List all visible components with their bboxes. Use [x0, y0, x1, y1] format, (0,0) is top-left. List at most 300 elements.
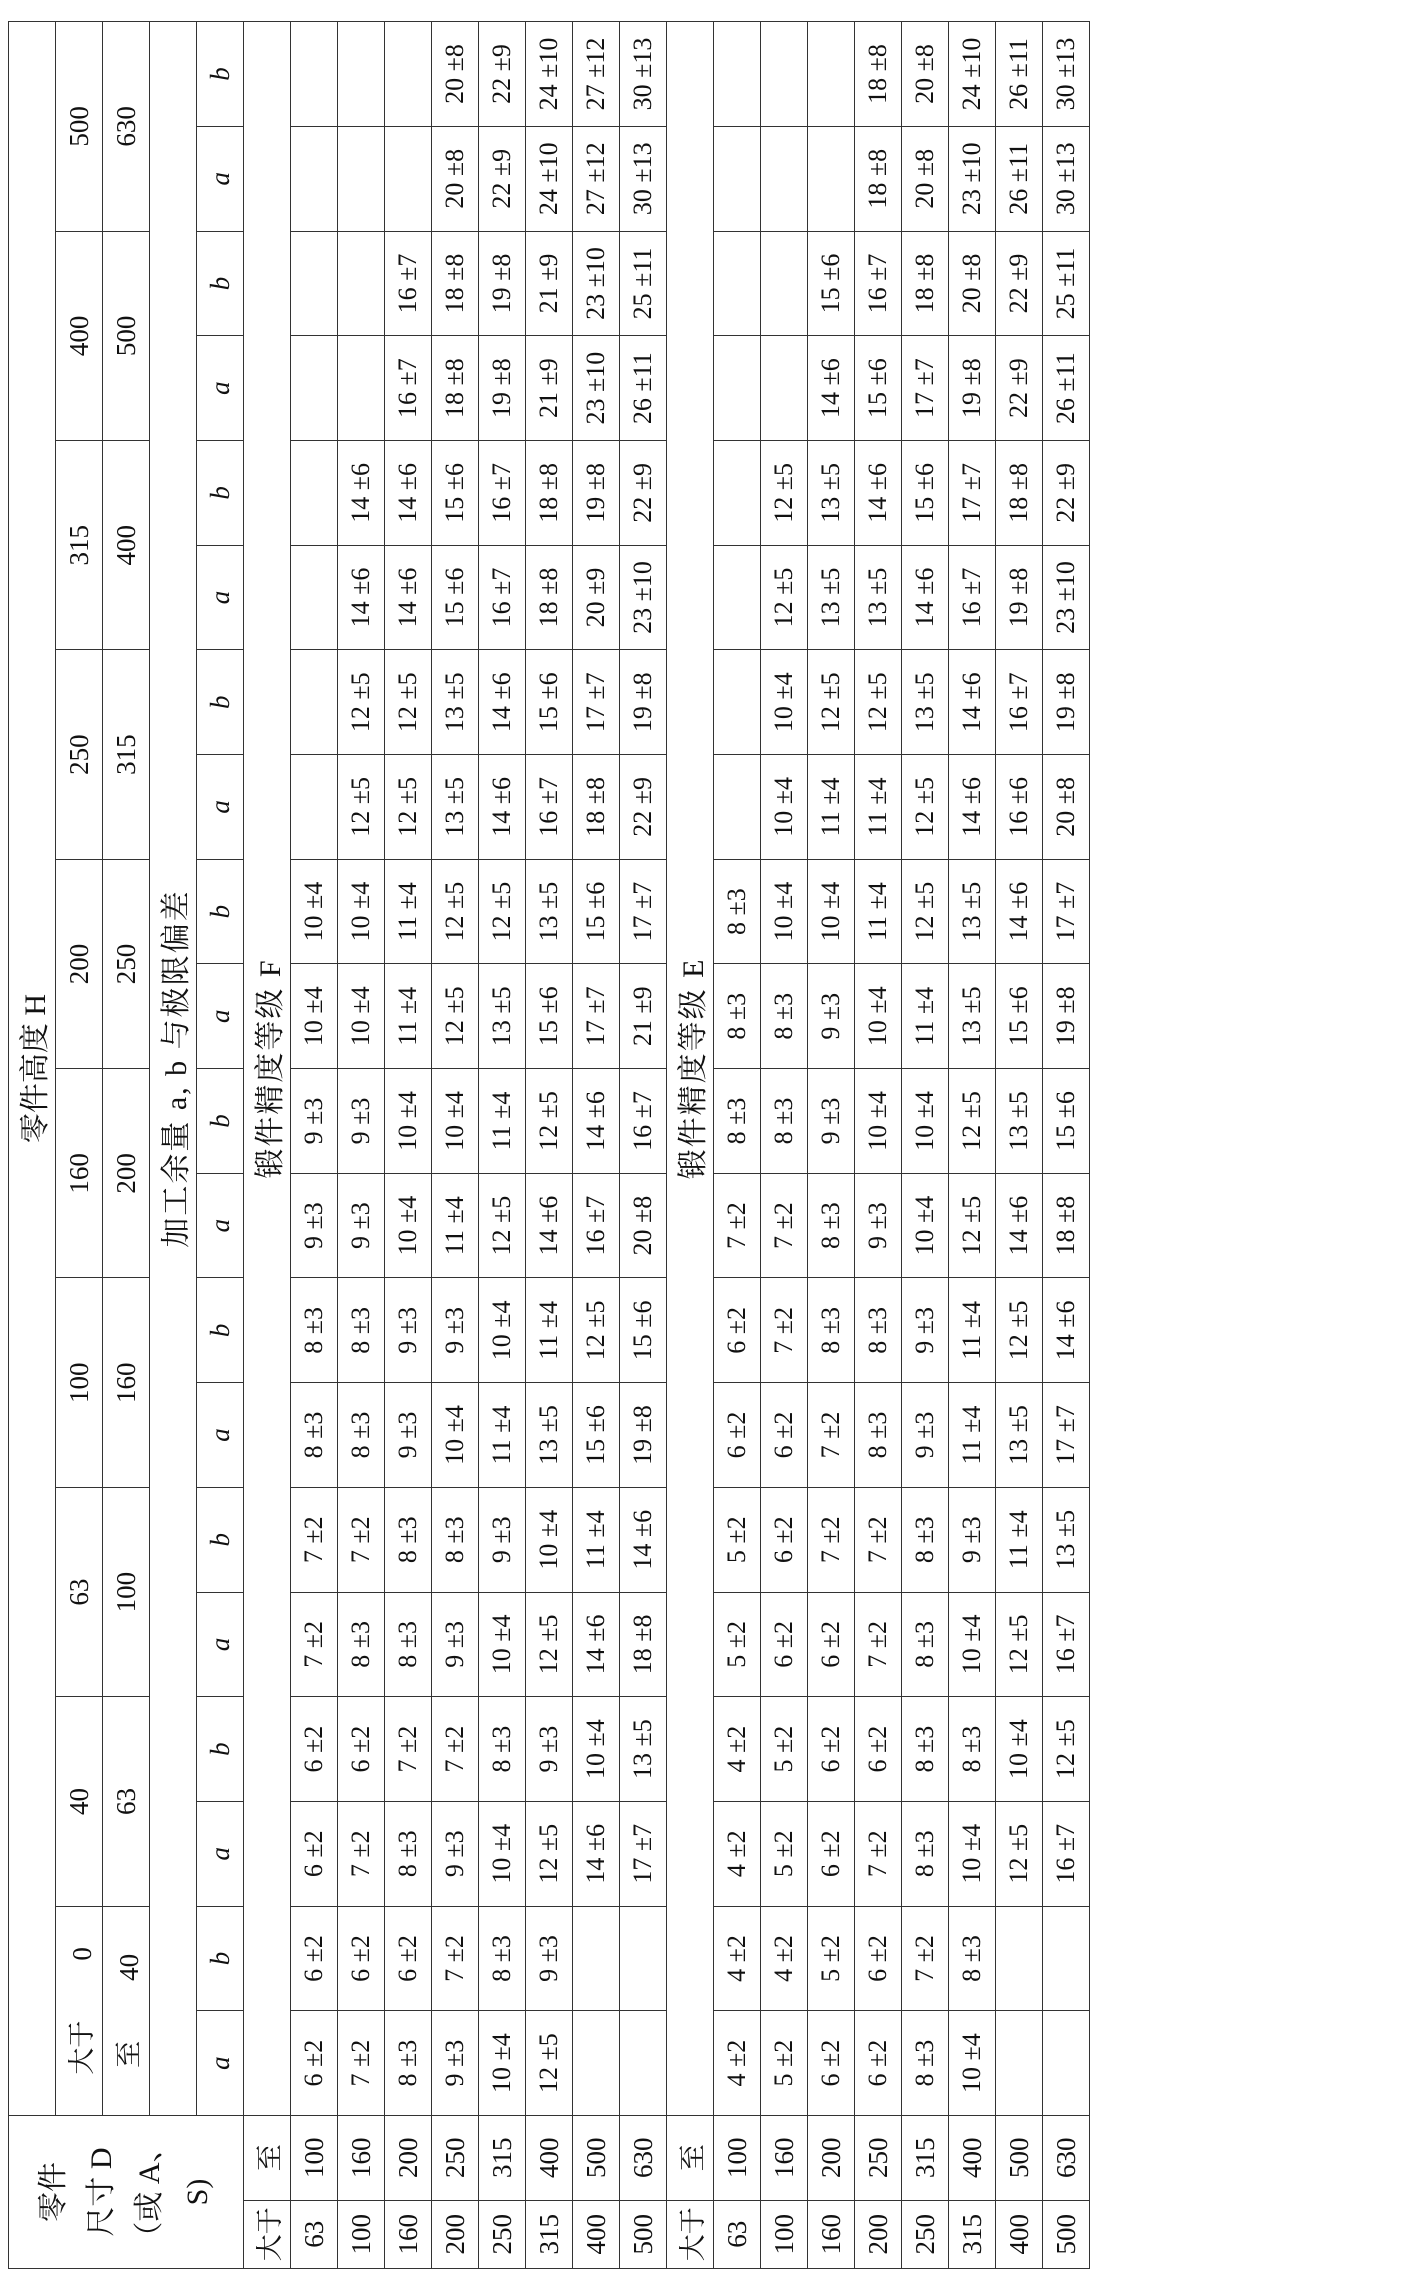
allowance-b-cell: 15 ±6	[1043, 1069, 1090, 1174]
part-height-heading: 零件高度 H	[9, 22, 56, 2116]
allowance-b-cell: 10 ±4	[385, 1069, 432, 1174]
allowance-a-cell: 7 ±2	[855, 1592, 902, 1697]
dimension-to: 160	[761, 2116, 808, 2201]
allowance-b-cell: 11 ±4	[949, 1278, 996, 1383]
allowance-a-cell	[714, 545, 761, 650]
height-range-gt-value: 160	[56, 1069, 103, 1278]
allowance-b-header: b	[197, 231, 244, 336]
allowance-a-cell: 9 ±3	[432, 2011, 479, 2116]
allowance-b-cell: 13 ±5	[996, 1069, 1043, 1174]
allowance-b-cell: 6 ±2	[385, 1906, 432, 2011]
allowance-b-cell: 9 ±3	[291, 1069, 338, 1174]
allowance-a-cell: 26 ±11	[1043, 336, 1090, 441]
height-range-gt-value: 0	[66, 1947, 97, 1961]
allowance-b-cell: 12 ±5	[526, 1069, 573, 1174]
allowance-a-header: a	[197, 1383, 244, 1488]
height-range-gt-value: 200	[56, 859, 103, 1068]
allowance-b-cell: 4 ±2	[714, 1906, 761, 2011]
allowance-a-cell: 11 ±4	[808, 755, 855, 860]
allowance-a-cell: 15 ±6	[996, 964, 1043, 1069]
height-range-to-value: 160	[103, 1278, 150, 1487]
allowance-a-cell: 9 ±3	[808, 964, 855, 1069]
allowance-b-cell	[808, 22, 855, 127]
allowance-a-cell: 10 ±4	[479, 1592, 526, 1697]
allowance-b-cell: 16 ±7	[996, 650, 1043, 755]
allowance-a-cell: 12 ±5	[385, 755, 432, 860]
allowance-b-cell: 19 ±8	[1043, 650, 1090, 755]
allowance-b-cell: 10 ±4	[291, 859, 338, 964]
dimension-gt: 200	[855, 2200, 902, 2268]
allowance-b-cell	[714, 650, 761, 755]
allowance-a-cell: 23 ±10	[1043, 545, 1090, 650]
allowance-b-cell: 19 ±8	[573, 441, 620, 546]
allowance-b-cell: 7 ±2	[432, 1906, 479, 2011]
dimension-to: 200	[385, 2116, 432, 2201]
allowance-b-cell: 8 ±3	[761, 1069, 808, 1174]
allowance-b-cell: 14 ±6	[573, 1069, 620, 1174]
dimension-to: 400	[526, 2116, 573, 2201]
allowance-b-header: b	[197, 1906, 244, 2011]
table-row	[855, 22, 902, 2269]
allowance-a-cell: 11 ±4	[902, 964, 949, 1069]
allowance-a-cell: 11 ±4	[432, 1173, 479, 1278]
allowance-a-cell: 5 ±2	[714, 1592, 761, 1697]
allowance-b-cell: 30 ±13	[620, 22, 667, 127]
allowance-a-cell	[714, 755, 761, 860]
allowance-a-cell: 16 ±7	[526, 755, 573, 860]
allowance-a-cell: 11 ±4	[855, 755, 902, 860]
height-range-gt-value: 100	[56, 1278, 103, 1487]
allowance-a-cell: 10 ±4	[385, 1173, 432, 1278]
section-title-row	[244, 22, 291, 2269]
allowance-a-cell: 8 ±3	[385, 2011, 432, 2116]
allowance-b-cell: 15 ±6	[902, 441, 949, 546]
allowance-b-cell: 8 ±3	[902, 1697, 949, 1802]
allowance-b-cell	[1043, 1906, 1090, 2011]
height-range-to-value: 63	[103, 1697, 150, 1906]
corner-line: S)	[181, 2178, 214, 2206]
allowance-b-cell: 22 ±9	[1043, 441, 1090, 546]
allowance-b-cell: 13 ±5	[808, 441, 855, 546]
allowance-a-cell: 12 ±5	[996, 1801, 1043, 1906]
height-range-to-value: 200	[103, 1069, 150, 1278]
allowance-b-header: b	[197, 1697, 244, 1802]
height-range-to-value: 400	[103, 441, 150, 650]
allowance-a-cell: 6 ±2	[808, 1801, 855, 1906]
allowance-b-cell: 6 ±2	[855, 1906, 902, 2011]
allowance-a-cell: 14 ±6	[808, 336, 855, 441]
allowance-a-cell: 6 ±2	[761, 1592, 808, 1697]
table-body	[9, 22, 1090, 2269]
dimension-gt: 400	[573, 2200, 620, 2268]
allowance-a-cell: 23 ±10	[949, 126, 996, 231]
allowance-b-cell: 14 ±6	[855, 441, 902, 546]
dimension-gt: 400	[996, 2200, 1043, 2268]
allowance-b-cell: 5 ±2	[808, 1906, 855, 2011]
height-range-gt-value: 500	[56, 22, 103, 232]
dimension-to: 160	[338, 2116, 385, 2201]
allowance-a-cell	[714, 336, 761, 441]
allowance-a-cell: 6 ±2	[291, 2011, 338, 2116]
allowance-b-cell: 8 ±3	[949, 1906, 996, 2011]
allowance-b-cell: 16 ±7	[855, 231, 902, 336]
allowance-b-cell: 13 ±5	[1043, 1487, 1090, 1592]
allowance-a-cell	[808, 126, 855, 231]
allowance-b-cell: 20 ±8	[902, 22, 949, 127]
allowance-b-cell: 12 ±5	[902, 859, 949, 964]
allowance-b-cell: 24 ±10	[949, 22, 996, 127]
table-row	[385, 22, 432, 2269]
allowance-b-header: b	[197, 1487, 244, 1592]
allowance-b-header: b	[197, 22, 244, 127]
allowance-a-cell: 7 ±2	[291, 1592, 338, 1697]
allowance-a-cell: 17 ±7	[620, 1801, 667, 1906]
allowance-a-cell	[291, 126, 338, 231]
allowance-a-cell	[338, 336, 385, 441]
height-range-gt-value: 315	[56, 441, 103, 650]
allowance-a-cell: 12 ±5	[526, 1592, 573, 1697]
allowance-b-cell: 7 ±2	[432, 1697, 479, 1802]
allowance-a-header: a	[197, 1592, 244, 1697]
allowance-a-cell: 20 ±8	[432, 126, 479, 231]
section-title: 锻件精度等级 F	[244, 22, 291, 2116]
height-range-gt-value: 250	[56, 650, 103, 859]
allowance-b-cell: 14 ±6	[620, 1487, 667, 1592]
allowance-b-header: b	[197, 441, 244, 546]
allowance-a-cell: 16 ±7	[479, 545, 526, 650]
allowance-b-cell: 17 ±7	[1043, 859, 1090, 964]
allowance-b-cell	[291, 22, 338, 127]
height-range-gt-value: 63	[56, 1487, 103, 1696]
allowance-a-cell: 10 ±4	[855, 964, 902, 1069]
allowance-a-cell	[291, 755, 338, 860]
allowance-a-cell: 13 ±5	[432, 755, 479, 860]
allowance-b-header: b	[197, 1069, 244, 1174]
allowance-b-cell	[291, 441, 338, 546]
allowance-a-cell: 30 ±13	[620, 126, 667, 231]
allowance-b-cell: 7 ±2	[761, 1278, 808, 1383]
dimension-to: 400	[949, 2116, 996, 2201]
allowance-b-cell: 6 ±2	[291, 1697, 338, 1802]
allowance-b-cell: 8 ±3	[479, 1906, 526, 2011]
allowance-b-cell: 14 ±6	[996, 859, 1043, 964]
allowance-b-cell: 10 ±4	[432, 1069, 479, 1174]
allowance-b-cell: 12 ±5	[996, 1278, 1043, 1383]
allowance-a-header: a	[197, 545, 244, 650]
allowance-b-cell: 6 ±2	[714, 1278, 761, 1383]
allowance-b-cell	[385, 22, 432, 127]
allowance-a-cell: 9 ±3	[432, 1592, 479, 1697]
allowance-b-cell: 8 ±3	[714, 859, 761, 964]
allowance-a-cell: 21 ±9	[526, 336, 573, 441]
allowance-b-cell: 8 ±3	[479, 1697, 526, 1802]
allowance-a-cell: 10 ±4	[949, 2011, 996, 2116]
height-range-to-value: 250	[103, 859, 150, 1068]
allowance-a-cell: 11 ±4	[385, 964, 432, 1069]
allowance-a-cell: 13 ±5	[855, 545, 902, 650]
allowance-a-cell: 8 ±3	[291, 1383, 338, 1488]
allowance-a-header: a	[197, 336, 244, 441]
allowance-a-cell: 12 ±5	[996, 1592, 1043, 1697]
allowance-a-cell: 18 ±8	[855, 126, 902, 231]
allowance-a-header: a	[197, 1173, 244, 1278]
height-range-gt-value: 400	[56, 231, 103, 440]
allowance-b-cell: 11 ±4	[855, 859, 902, 964]
allowance-b-cell: 8 ±3	[949, 1697, 996, 1802]
height-range-to-value: 40	[113, 1953, 144, 1981]
allowance-a-cell	[291, 336, 338, 441]
allowance-b-cell: 11 ±4	[526, 1278, 573, 1383]
allowance-a-cell: 14 ±6	[573, 1801, 620, 1906]
allowance-a-cell: 12 ±5	[526, 2011, 573, 2116]
allowance-b-cell: 6 ±2	[855, 1697, 902, 1802]
allowance-b-cell: 11 ±4	[479, 1069, 526, 1174]
allowance-b-cell: 16 ±7	[479, 441, 526, 546]
table-row	[620, 22, 667, 2269]
allowance-a-cell: 8 ±3	[761, 964, 808, 1069]
allowance-a-cell: 5 ±2	[761, 1801, 808, 1906]
allowance-b-cell: 5 ±2	[714, 1487, 761, 1592]
allowance-a-cell: 6 ±2	[855, 2011, 902, 2116]
allowance-a-cell: 6 ±2	[714, 1383, 761, 1488]
allowance-a-cell: 6 ±2	[761, 1383, 808, 1488]
dimension-to: 315	[902, 2116, 949, 2201]
allowance-a-cell: 8 ±3	[902, 1592, 949, 1697]
allowance-b-cell: 11 ±4	[996, 1487, 1043, 1592]
allowance-b-cell	[620, 1906, 667, 2011]
dimension-gt: 315	[949, 2200, 996, 2268]
dimension-gt: 250	[479, 2200, 526, 2268]
allowance-b-cell: 7 ±2	[902, 1906, 949, 2011]
allowance-b-cell: 15 ±6	[432, 441, 479, 546]
table-row	[996, 22, 1043, 2269]
allowance-a-cell: 12 ±5	[902, 755, 949, 860]
allowance-b-cell: 18 ±8	[526, 441, 573, 546]
allowance-b-cell: 6 ±2	[338, 1906, 385, 2011]
allowance-b-cell: 10 ±4	[996, 1697, 1043, 1802]
allowance-b-cell: 4 ±2	[761, 1906, 808, 2011]
allowance-a-cell	[620, 2011, 667, 2116]
allowance-b-cell: 7 ±2	[808, 1487, 855, 1592]
allowance-b-cell: 10 ±4	[479, 1278, 526, 1383]
allowance-a-cell: 26 ±11	[996, 126, 1043, 231]
allowance-a-cell: 7 ±2	[338, 2011, 385, 2116]
allowance-b-cell: 7 ±2	[338, 1487, 385, 1592]
dimension-to: 100	[291, 2116, 338, 2201]
allowance-b-cell: 16 ±7	[385, 231, 432, 336]
allowance-b-cell: 22 ±9	[620, 441, 667, 546]
allowance-b-cell	[291, 231, 338, 336]
allowance-a-cell: 6 ±2	[808, 2011, 855, 2116]
allowance-b-cell: 11 ±4	[573, 1487, 620, 1592]
allowance-b-cell: 14 ±6	[949, 650, 996, 755]
allowance-a-cell: 8 ±3	[855, 1383, 902, 1488]
allowance-b-cell: 13 ±5	[526, 859, 573, 964]
allowance-a-header: a	[197, 2011, 244, 2116]
allowance-b-cell: 10 ±4	[761, 650, 808, 755]
allowance-a-header: a	[197, 964, 244, 1069]
allowance-a-cell: 14 ±6	[338, 545, 385, 650]
dimension-to: 630	[1043, 2116, 1090, 2201]
allowance-a-cell: 23 ±10	[620, 545, 667, 650]
allowance-b-cell: 25 ±11	[620, 231, 667, 336]
allowance-b-cell: 12 ±5	[338, 650, 385, 755]
header-row-allowance	[197, 22, 244, 2269]
allowance-a-cell: 9 ±3	[432, 1801, 479, 1906]
allowance-b-cell: 12 ±5	[479, 859, 526, 964]
allowance-a-cell: 16 ±7	[1043, 1592, 1090, 1697]
allowance-b-cell: 18 ±8	[432, 231, 479, 336]
allowance-a-cell: 14 ±6	[902, 545, 949, 650]
table-row	[573, 22, 620, 2269]
allowance-b-cell: 6 ±2	[808, 1697, 855, 1802]
allowance-b-cell: 14 ±6	[338, 441, 385, 546]
height-range-to-value: 315	[103, 650, 150, 859]
section-title-row	[667, 22, 714, 2269]
table-row	[479, 22, 526, 2269]
allowance-a-cell: 8 ±3	[385, 1592, 432, 1697]
dimension-gt: 63	[291, 2200, 338, 2268]
allowance-a-cell: 20 ±8	[620, 1173, 667, 1278]
dimension-to: 250	[432, 2116, 479, 2201]
dimension-to: 500	[573, 2116, 620, 2201]
corner-line: （或 A、	[133, 2132, 166, 2252]
allowance-b-cell: 9 ±3	[338, 1069, 385, 1174]
table-row	[338, 22, 385, 2269]
allowance-a-cell: 21 ±9	[620, 964, 667, 1069]
allowance-a-cell: 4 ±2	[714, 2011, 761, 2116]
allowance-b-cell: 20 ±8	[432, 22, 479, 127]
allowance-label-row	[150, 22, 197, 2269]
allowance-a-cell: 20 ±8	[1043, 755, 1090, 860]
allowance-a-cell: 10 ±4	[761, 755, 808, 860]
section-to-label: 至	[244, 2116, 291, 2201]
allowance-b-cell: 6 ±2	[291, 1906, 338, 2011]
allowance-a-cell: 6 ±2	[808, 1592, 855, 1697]
allowance-a-header: a	[197, 755, 244, 860]
allowance-a-cell: 17 ±7	[1043, 1383, 1090, 1488]
allowance-b-cell: 12 ±5	[855, 650, 902, 755]
allowance-b-cell: 14 ±6	[479, 650, 526, 755]
allowance-a-cell: 8 ±3	[902, 1801, 949, 1906]
allowance-b-cell	[761, 22, 808, 127]
allowance-a-cell: 15 ±6	[526, 964, 573, 1069]
allowance-a-header: a	[197, 1801, 244, 1906]
allowance-a-cell: 15 ±6	[855, 336, 902, 441]
dimension-gt: 63	[714, 2200, 761, 2268]
allowance-b-cell: 8 ±3	[338, 1278, 385, 1383]
allowance-b-cell: 18 ±8	[996, 441, 1043, 546]
allowance-a-cell: 9 ±3	[291, 1173, 338, 1278]
allowance-b-cell: 12 ±5	[808, 650, 855, 755]
allowance-a-cell: 22 ±9	[620, 755, 667, 860]
allowance-a-cell	[714, 126, 761, 231]
dimension-to: 315	[479, 2116, 526, 2201]
allowance-a-cell: 12 ±5	[761, 545, 808, 650]
allowance-b-cell	[714, 231, 761, 336]
allowance-a-cell	[761, 336, 808, 441]
dimension-to: 100	[714, 2116, 761, 2201]
allowance-a-cell: 23 ±10	[573, 336, 620, 441]
table-row	[761, 22, 808, 2269]
allowance-a-cell: 14 ±6	[385, 545, 432, 650]
allowance-a-cell: 18 ±8	[432, 336, 479, 441]
allowance-b-cell: 22 ±9	[479, 22, 526, 127]
allowance-b-header: b	[197, 859, 244, 964]
allowance-a-cell: 14 ±6	[949, 755, 996, 860]
allowance-b-cell	[714, 22, 761, 127]
allowance-a-cell: 30 ±13	[1043, 126, 1090, 231]
allowance-b-cell: 9 ±3	[526, 1697, 573, 1802]
allowance-b-cell: 12 ±5	[385, 650, 432, 755]
allowance-b-cell: 13 ±5	[432, 650, 479, 755]
allowance-a-cell: 8 ±3	[338, 1592, 385, 1697]
allowance-a-cell	[996, 2011, 1043, 2116]
allowance-a-cell: 10 ±4	[432, 1383, 479, 1488]
dimension-gt: 160	[385, 2200, 432, 2268]
allowance-a-cell: 7 ±2	[761, 1173, 808, 1278]
allowance-a-cell: 7 ±2	[338, 1801, 385, 1906]
allowance-a-cell: 15 ±6	[432, 545, 479, 650]
allowance-b-cell: 8 ±3	[808, 1278, 855, 1383]
allowance-b-cell: 7 ±2	[385, 1697, 432, 1802]
allowance-b-cell: 17 ±7	[573, 650, 620, 755]
allowance-b-cell: 21 ±9	[526, 231, 573, 336]
allowance-a-cell: 16 ±7	[949, 545, 996, 650]
header-row-to	[103, 22, 150, 2269]
allowance-b-cell: 12 ±5	[761, 441, 808, 546]
allowance-b-cell: 8 ±3	[291, 1278, 338, 1383]
allowance-b-cell: 12 ±5	[573, 1278, 620, 1383]
allowance-b-cell	[338, 231, 385, 336]
allowance-a-cell: 14 ±6	[996, 1173, 1043, 1278]
allowance-a-cell	[761, 126, 808, 231]
allowance-b-cell: 10 ±4	[855, 1069, 902, 1174]
allowance-b-cell: 9 ±3	[385, 1278, 432, 1383]
allowance-a-cell: 20 ±8	[902, 126, 949, 231]
allowance-b-cell: 30 ±13	[1043, 22, 1090, 127]
allowance-a-cell: 5 ±2	[761, 2011, 808, 2116]
allowance-a-cell: 14 ±6	[479, 755, 526, 860]
allowance-b-cell: 25 ±11	[1043, 231, 1090, 336]
allowance-a-cell: 8 ±3	[714, 964, 761, 1069]
allowance-b-cell: 4 ±2	[714, 1697, 761, 1802]
allowance-b-cell: 6 ±2	[761, 1487, 808, 1592]
allowance-a-cell: 13 ±5	[996, 1383, 1043, 1488]
allowance-a-cell: 10 ±4	[338, 964, 385, 1069]
allowance-a-cell: 8 ±3	[902, 2011, 949, 2116]
table-row	[291, 22, 338, 2269]
allowance-a-cell: 18 ±8	[620, 1592, 667, 1697]
allowance-a-cell: 11 ±4	[479, 1383, 526, 1488]
allowance-b-cell: 18 ±8	[855, 22, 902, 127]
allowance-a-cell	[291, 545, 338, 650]
allowance-b-cell: 8 ±3	[385, 1487, 432, 1592]
allowance-a-cell: 18 ±8	[1043, 1173, 1090, 1278]
allowance-b-cell: 5 ±2	[761, 1697, 808, 1802]
allowance-b-cell: 8 ±3	[855, 1278, 902, 1383]
allowance-a-cell: 8 ±3	[338, 1383, 385, 1488]
allowance-a-cell: 16 ±7	[385, 336, 432, 441]
allowance-b-cell: 22 ±9	[996, 231, 1043, 336]
allowance-b-cell: 10 ±4	[573, 1697, 620, 1802]
allowance-a-cell: 13 ±5	[808, 545, 855, 650]
allowance-b-cell: 17 ±7	[620, 859, 667, 964]
allowance-a-cell: 16 ±7	[1043, 1801, 1090, 1906]
allowance-a-cell: 13 ±5	[479, 964, 526, 1069]
to-label: 至	[113, 2040, 144, 2068]
dimension-gt: 250	[902, 2200, 949, 2268]
